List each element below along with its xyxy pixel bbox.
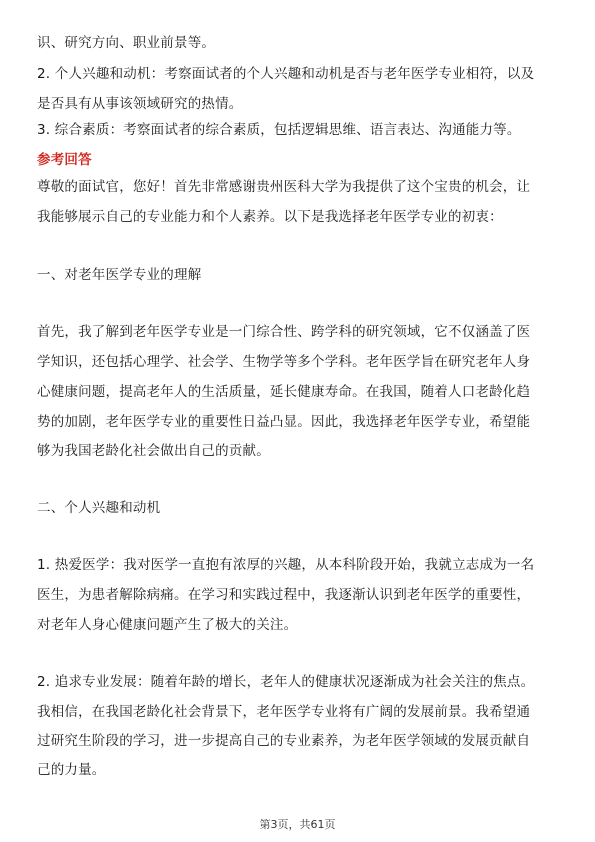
text-line: 尊敬的面试官，您好！首先非常感谢贵州医科大学为我提供了这个宝贵的机会，让 bbox=[37, 179, 531, 195]
text-line: 对老年人身心健康问题产生了极大的关注。 bbox=[37, 617, 298, 633]
text-line: 1. 热爱医学：我对医学一直抱有浓厚的兴趣，从本科阶段开始，我就立志成为一名 bbox=[37, 557, 535, 573]
section-title: 二、个人兴趣和动机 bbox=[37, 500, 161, 516]
text-line: 我相信，在我国老龄化社会背景下，老年医学专业将有广阔的发展前景。我希望通 bbox=[37, 704, 531, 720]
text-line: 是否具有从事该领域研究的热情。 bbox=[37, 96, 243, 112]
text-line: 心健康问题，提高老年人的生活质量，延长健康寿命。在我国，随着人口老龄化趋 bbox=[37, 384, 531, 400]
section-heading: 参考回答 bbox=[37, 152, 92, 168]
text-line: 2. 追求专业发展：随着年龄的增长，老年人的健康状况逐渐成为社会关注的焦点。 bbox=[37, 674, 535, 690]
text-line: 己的力量。 bbox=[37, 762, 106, 778]
text-line: 学知识，还包括心理学、社会学、生物学等多个学科。老年医学旨在研究老年人身 bbox=[37, 354, 531, 370]
text-line: 过研究生阶段的学习，进一步提高自己的专业素养，为老年医学领域的发展贡献自 bbox=[37, 733, 531, 749]
page-number-footer: 第3页，共61页 bbox=[259, 818, 336, 831]
text-line: 首先，我了解到老年医学专业是一门综合性、跨学科的研究领域，它不仅涵盖了医 bbox=[37, 324, 531, 340]
text-line: 够为我国老龄化社会做出自己的贡献。 bbox=[37, 443, 270, 459]
text-line: 势的加剧，老年医学专业的重要性日益凸显。因此，我选择老年医学专业，希望能 bbox=[37, 414, 531, 430]
text-line: 医生，为患者解除病痛。在学习和实践过程中，我逐渐认识到老年医学的重要性， bbox=[37, 587, 531, 603]
text-line: 我能够展示自己的专业能力和个人素养。以下是我选择老年医学专业的初衷： bbox=[37, 209, 503, 225]
text-line: 3. 综合素质：考察面试者的综合素质，包括逻辑思维、语言表达、沟通能力等。 bbox=[37, 122, 521, 138]
text-line: 识、研究方向、职业前景等。 bbox=[37, 35, 216, 51]
text-line: 2. 个人兴趣和动机：考察面试者的个人兴趣和动机是否与老年医学专业相符，以及 bbox=[37, 66, 535, 82]
section-title: 一、对老年医学专业的理解 bbox=[37, 267, 202, 283]
